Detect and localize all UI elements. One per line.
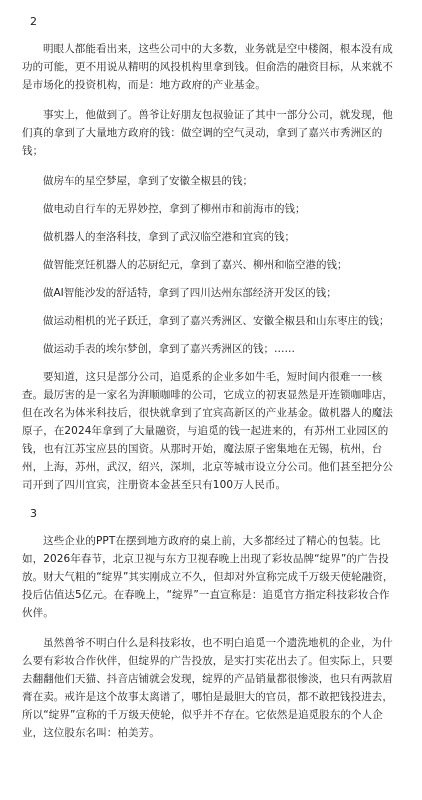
paragraph-makeup-partner: 虽然兽爷不明白什么是科技彩妆，也不明白追觅一个遗洗地机的企业，为什么要有彩妆合作伙伴，但绽界的广告投放，是实打实花出去了。但实际上，只要去翻翻他们天猫、抖音店铺就会发现，绽界的产品销量都很惨淡，也只有两款眉膏在卖。戒许是这个故事太离谱了，哪怕是最胆大的官员，都不敢把钱投进去，所以“绽界”宣称的千万级天使轮，似乎并不存在。它依然是追觅股东的个人企业，这位股东名叫：柏美芳。 xyxy=(22,637,393,739)
section-number-3: 3 xyxy=(30,507,37,520)
list-item: 做电动自行车的无界妙控，拿到了柳州市和前海市的钱； xyxy=(43,203,306,215)
list-item: 做运动手表的埃尔梦创，拿到了嘉兴秀洲区的钱；…… xyxy=(43,343,295,355)
paragraph-verified-companies: 事实上，他做到了。兽爷让好朋友包叔验证了其中一部分公司，就发现，他们真的拿到了大量地方政府的钱：做空调的空气灵动，拿到了嘉兴市秀洲区的钱； xyxy=(22,109,393,157)
list-item: 做机器人的奎洛科技，拿到了武汉临空港和宜宾的钱； xyxy=(43,231,295,243)
paragraph-partial-companies: 要知道，这只是部分公司，追觅系的企业多如牛毛，短时间内很难一一核查。最厉害的是一家名为湃顺咖啡的公司，它成立的初衷显然是开连锁咖啡店，但在改名为体米科技后，很快就拿到了宜宾高新区的产业基金。做机器人的魔法原子，在2024年拿到了大量融资，与追觅的钱一起进来的，有苏州工业园区的钱，也有江苏宝应县的国资。从那时开始，魔法原子密集地在无锡，杭州，台州，上海，苏州，武汉，绍兴，深圳，北京等城市设立分公司。他们甚至把分公司开到了四川宜宾，注册资本金甚至只有100万人民币。 xyxy=(22,371,393,491)
list-item: 做AI智能沙发的舒适特，拿到了四川达州东部经济开发区的钱； xyxy=(43,287,337,299)
list-item: 做智能烹饪机器人的芯厨纪元，拿到了嘉兴、柳州和临空港的钱； xyxy=(43,259,348,271)
section-number-2: 2 xyxy=(30,15,37,28)
list-item: 做房车的星空梦屋，拿到了安徽全椒县的钱； xyxy=(43,175,253,187)
paragraph-ppt-packaging: 这些企业的PPT在摆到地方政府的桌上前，大多都经过了精心的包装。比如，2026年春节，北京卫视与东方卫视春晚上出现了彩妆品牌“绽界”的广告投放。财大气粗的“绽界”其实刚成立不久，但却对外宣称完成千万级天使轮融资，投后估值达5亿元。在春晚上，“绽界”一直宣称是：追觅官方指定科技彩妆合作伙伴。 xyxy=(22,535,394,619)
list-item: 做运动相机的光子跃迁，拿到了嘉兴秀洲区、安徽全椒县和山东枣庄的钱； xyxy=(43,315,390,327)
paragraph-funding-target: 明眼人都能看出来，这些公司中的大多数，业务就是空中楼阁，根本没有成功的可能，更不用说从精明的风投机构里拿到钱。但俞浩的融资目标，从来就不是市场化的投资机构，而是：地方政府的产业基金。 xyxy=(22,43,393,91)
